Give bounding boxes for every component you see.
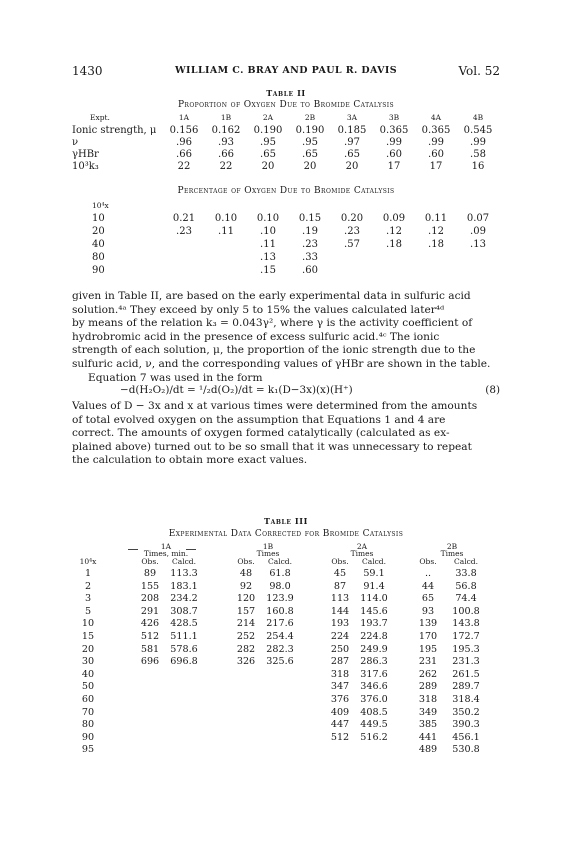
column-header: Expt. <box>90 113 110 122</box>
table-cell: 282.3 <box>266 643 294 655</box>
table-cell: .13 <box>470 239 486 250</box>
table-cell: 17 <box>429 161 443 172</box>
table2-subtitle: Percentage of Oxygen Due to Bromide Catalysis <box>177 186 395 196</box>
table-cell: 308.7 <box>170 605 198 617</box>
column-header: 2A <box>262 113 274 122</box>
table3-subheader-row <box>72 557 500 568</box>
group-2B-name: 2B <box>446 542 458 551</box>
table-cell: 89 <box>143 568 157 579</box>
table-cell: 113 <box>330 593 350 605</box>
table-cell: 287 <box>330 656 350 668</box>
table-cell: 214 <box>236 618 256 630</box>
table-cell: .23 <box>344 226 360 237</box>
group-2A-name: 2A <box>356 542 368 551</box>
table-cell: 231.3 <box>452 656 480 668</box>
x-value: 90 <box>92 265 105 276</box>
column-header: 4A <box>430 113 442 122</box>
text-line: given in Table II, are based on the early experimental data in sulfuric acid <box>72 290 471 302</box>
table-cell: 120 <box>236 593 256 605</box>
table-cell: 17 <box>387 161 401 172</box>
table-cell: 282 <box>236 643 256 655</box>
x-column-header: 10⁴x <box>79 557 97 566</box>
table-cell: .15 <box>260 265 276 276</box>
table-cell: 157 <box>236 605 256 617</box>
text-line: Equation 7 was used in the form <box>88 372 263 384</box>
table-cell: 252 <box>236 631 256 642</box>
table-cell: .11 <box>260 239 276 250</box>
table-cell: 195.3 <box>452 643 480 655</box>
table-cell: 516.2 <box>360 731 388 743</box>
x-value: 30 <box>81 656 95 668</box>
table2-pct-row <box>72 213 500 224</box>
table-cell: 350.2 <box>452 706 480 718</box>
table-cell: .97 <box>344 137 360 148</box>
group-2A-sub: Times <box>350 549 374 558</box>
table-cell: 390.3 <box>452 719 480 731</box>
table3-row <box>72 644 500 655</box>
table-cell: 0.10 <box>214 213 238 224</box>
x-value: 40 <box>92 239 105 250</box>
table-cell: 183.1 <box>170 580 198 592</box>
table-cell: 261.5 <box>452 668 480 680</box>
table-cell: 20 <box>345 161 359 172</box>
table-cell: 172.7 <box>452 631 480 642</box>
running-authors: WILLIAM C. BRAY AND PAUL R. DAVIS <box>174 65 398 76</box>
table-cell: .10 <box>260 226 276 237</box>
table-cell: 16 <box>471 161 485 172</box>
obs-header: Obs. <box>237 557 255 566</box>
table-cell: 45 <box>333 568 347 579</box>
table-cell: .12 <box>386 226 402 237</box>
table-cell: .18 <box>386 239 402 250</box>
x-value: 1 <box>84 568 92 579</box>
table-cell: .23 <box>176 226 192 237</box>
table3-row <box>72 681 500 692</box>
obs-header: Obs. <box>141 557 159 566</box>
table-cell: 318 <box>418 694 438 705</box>
table-cell: .33 <box>302 252 318 263</box>
group-1A-sub: Times, min. <box>143 549 189 558</box>
table-cell: .. <box>424 568 432 579</box>
text-line: correct. The amounts of oxygen formed catalytically (calculated as ex- <box>72 427 450 440</box>
table-cell: 56.8 <box>455 580 477 592</box>
table-cell: 511.1 <box>170 631 198 642</box>
table-cell: 249.9 <box>360 643 388 655</box>
table-cell: 22 <box>219 161 233 172</box>
x-value: 20 <box>81 643 95 655</box>
table2-row <box>72 125 500 136</box>
page-number: 1430 <box>72 64 103 78</box>
table3-row <box>72 719 500 730</box>
table-cell: 143.8 <box>452 618 480 630</box>
table-cell: 123.9 <box>266 593 294 605</box>
table-cell: 512 <box>330 731 350 743</box>
table-cell: 217.6 <box>266 618 294 630</box>
group-2B-sub: Times <box>440 549 464 558</box>
table3-title: Experimental Data Corrected for Bromide Catalysis <box>168 529 404 539</box>
text-line: hydrobromic acid in the presence of excess sulfuric acid.⁴ᶜ The ionic <box>72 330 440 343</box>
table-cell: 426 <box>140 618 160 630</box>
table-cell: 376.0 <box>360 694 388 705</box>
table-cell: .11 <box>218 226 234 237</box>
table-cell: 696 <box>140 656 160 668</box>
x-value: 50 <box>81 681 95 693</box>
table-cell: 224.8 <box>360 631 388 642</box>
table-cell: .60 <box>302 265 318 276</box>
table3-row <box>72 593 500 604</box>
volume-label: Vol. 52 <box>458 64 500 78</box>
table-cell: 48 <box>239 568 253 579</box>
table-cell: 139 <box>418 618 438 630</box>
table-cell: .95 <box>302 137 318 148</box>
table3-caption: Table III <box>264 516 308 526</box>
table-cell: 385 <box>418 719 438 731</box>
table-cell: 449.5 <box>360 719 388 731</box>
rule <box>128 549 138 550</box>
table-cell: 326 <box>236 656 256 668</box>
x-value: 70 <box>81 706 95 718</box>
table-cell: 0.11 <box>424 213 448 224</box>
table-cell: 33.8 <box>455 568 477 579</box>
table-cell: 193 <box>330 618 350 630</box>
table-cell: 512 <box>140 631 160 642</box>
table-cell: .19 <box>302 226 318 237</box>
table2-pct-row <box>72 265 500 276</box>
table2-row <box>72 149 500 160</box>
text-line: sulfuric acid, ν, and the corresponding values of γHBr are shown in the table. <box>72 357 491 370</box>
table-cell: 428.5 <box>170 618 198 630</box>
row-label: Ionic strength, μ <box>72 125 157 136</box>
table-cell: 65 <box>421 593 435 605</box>
table-cell: 0.162 <box>211 125 241 136</box>
table-cell: 0.15 <box>298 213 322 224</box>
body-paragraph-1 <box>72 290 504 372</box>
table-cell: 20 <box>303 161 317 172</box>
table-cell: .09 <box>470 226 486 237</box>
table3-row <box>72 694 500 705</box>
table-cell: .99 <box>386 137 402 148</box>
table-cell: .93 <box>218 137 234 148</box>
table-cell: 254.4 <box>266 631 294 642</box>
x-value: 2 <box>84 580 92 592</box>
table-cell: 0.10 <box>256 213 280 224</box>
running-header <box>72 64 500 78</box>
table-cell: .18 <box>428 239 444 250</box>
table-cell: 59.1 <box>363 568 385 579</box>
table-cell: 0.365 <box>421 125 451 136</box>
table-cell: 318 <box>330 668 350 680</box>
row-label: γHBr <box>72 149 99 160</box>
table-cell: 0.09 <box>382 213 406 224</box>
table-cell: 0.07 <box>466 213 490 224</box>
table-cell: 349 <box>418 706 438 718</box>
table-cell: 250 <box>330 643 350 655</box>
table-cell: 231 <box>418 656 438 668</box>
table-cell: 93 <box>421 605 435 617</box>
table-cell: 155 <box>140 580 160 592</box>
equation-8 <box>72 384 500 397</box>
calc-header: Calcd. <box>172 557 196 566</box>
table-cell: 144 <box>330 605 350 617</box>
x-value: 3 <box>84 593 92 605</box>
table-cell: .60 <box>428 149 444 160</box>
equation-number: (8) <box>485 384 500 396</box>
table-cell: 0.190 <box>253 125 283 136</box>
table2-pct-row <box>72 252 500 263</box>
table-cell: 409 <box>330 706 350 718</box>
table-cell: 0.21 <box>172 213 196 224</box>
table-cell: .66 <box>218 149 234 160</box>
x-value: 10 <box>92 213 105 224</box>
x-value: 90 <box>81 731 95 743</box>
table-cell: 325.6 <box>266 656 294 668</box>
group-1A-name: 1A <box>160 542 172 551</box>
rule <box>186 549 196 550</box>
table-cell: 145.6 <box>360 605 388 617</box>
table2-row <box>72 137 500 148</box>
table-cell: 100.8 <box>452 605 480 617</box>
table-cell: 87 <box>333 580 347 592</box>
table-cell: 489 <box>418 744 438 756</box>
table-cell: 91.4 <box>363 580 385 592</box>
table2-percentages <box>72 201 500 279</box>
table-cell: 447 <box>330 719 350 731</box>
table-cell: 376 <box>330 694 350 705</box>
table-cell: 160.8 <box>266 605 294 617</box>
text-line: the calculation to obtain more exact values. <box>72 454 308 467</box>
table2-row <box>72 161 500 172</box>
table-cell: 291 <box>140 605 160 617</box>
table-cell: 0.185 <box>337 125 367 136</box>
column-header: 1B <box>220 113 232 122</box>
table2-caption: Table II <box>266 88 306 98</box>
table-cell: .13 <box>260 252 276 263</box>
text-line: of total evolved oxygen on the assumption that Equations 1 and 4 are <box>72 413 446 426</box>
table-cell: .96 <box>176 137 192 148</box>
x-value: 10 <box>81 618 95 630</box>
obs-header: Obs. <box>331 557 349 566</box>
table-cell: 286.3 <box>360 656 388 668</box>
x-value: 80 <box>81 719 95 731</box>
x-header-row <box>72 201 500 212</box>
table3-row <box>72 568 500 579</box>
table3-row <box>72 744 500 755</box>
table-cell: 441 <box>418 731 438 743</box>
table-cell: 61.8 <box>269 568 291 579</box>
x-value: 60 <box>81 694 95 705</box>
table-cell: 224 <box>330 631 350 642</box>
column-header: 3B <box>388 113 400 122</box>
x-value: 95 <box>81 744 95 756</box>
column-header: 4B <box>472 113 484 122</box>
table-cell: 530.8 <box>452 744 480 756</box>
table-cell: 581 <box>140 643 160 655</box>
table-cell: 22 <box>177 161 191 172</box>
table-cell: 346.6 <box>360 681 388 693</box>
equation-text: −d(H₂O₂)/dt = ¹/₂d(O₂)/dt = k₁(D−3x)(x)(H⁺) <box>120 384 353 396</box>
calc-header: Calcd. <box>362 557 386 566</box>
x-value: 15 <box>81 631 95 642</box>
x-value: 80 <box>92 252 105 263</box>
table-cell: 74.4 <box>455 593 477 605</box>
table2-properties <box>72 113 500 183</box>
table-cell: 0.156 <box>169 125 199 136</box>
table-cell: 696.8 <box>170 656 198 668</box>
table-cell: 347 <box>330 681 350 693</box>
table3-row <box>72 581 500 592</box>
column-header: 1A <box>178 113 190 122</box>
table-cell: 318.4 <box>452 694 480 705</box>
table-cell: 44 <box>421 580 435 592</box>
table2-pct-row <box>72 226 500 237</box>
table-cell: .95 <box>260 137 276 148</box>
calc-header: Calcd. <box>268 557 292 566</box>
column-header: 3A <box>346 113 358 122</box>
table-cell: 170 <box>418 631 438 642</box>
table-cell: 193.7 <box>360 618 388 630</box>
group-1B-sub: Times <box>256 549 280 558</box>
table-cell: .12 <box>428 226 444 237</box>
table3-row <box>72 732 500 743</box>
table-cell: 113.3 <box>170 568 198 579</box>
table-cell: .58 <box>470 149 486 160</box>
text-line: by means of the relation k₃ = 0.043γ², where γ is the activity coefficient of <box>72 317 473 330</box>
table-cell: 92 <box>239 580 253 592</box>
table-cell: .99 <box>470 137 486 148</box>
table3-row <box>72 707 500 718</box>
table3-row <box>72 618 500 629</box>
table-cell: 289.7 <box>452 681 480 693</box>
text-line: Values of D − 3x and x at various times were determined from the amounts <box>72 400 478 412</box>
table-cell: 0.190 <box>295 125 325 136</box>
table-cell: 0.20 <box>340 213 364 224</box>
calc-header: Calcd. <box>454 557 478 566</box>
table-cell: 195 <box>418 643 438 655</box>
table2-column-header-row <box>72 113 500 124</box>
column-header: 2B <box>304 113 316 122</box>
x-value: 40 <box>81 668 95 680</box>
x-value: 5 <box>84 605 92 617</box>
table2-pct-row <box>72 239 500 250</box>
table-cell: 20 <box>261 161 275 172</box>
table3-row <box>72 656 500 667</box>
table-cell: 456.1 <box>452 731 480 743</box>
table-cell: .57 <box>344 239 360 250</box>
table-cell: 208 <box>140 593 160 605</box>
table-cell: .65 <box>302 149 318 160</box>
table-cell: 0.365 <box>379 125 409 136</box>
text-line: plained above) turned out to be so small that it was unnecessary to repeat <box>72 440 472 453</box>
table-cell: 578.6 <box>170 643 198 655</box>
table-cell: 317.6 <box>360 668 388 680</box>
body-paragraph-3 <box>72 400 504 468</box>
table3-row <box>72 631 500 642</box>
table-cell: 98.0 <box>269 580 291 592</box>
table-cell: 234.2 <box>170 593 198 605</box>
table3-row <box>72 606 500 617</box>
table-cell: .65 <box>344 149 360 160</box>
text-line: strength of each solution, μ, the proportion of the ionic strength due to the <box>72 344 476 357</box>
table3-row <box>72 669 500 680</box>
row-label: 10³k₃ <box>72 161 99 172</box>
table-cell: 262 <box>418 668 438 680</box>
row-label: ν <box>72 137 79 148</box>
table-cell: .66 <box>176 149 192 160</box>
x-value: 20 <box>92 226 105 237</box>
table-cell: 289 <box>418 681 438 693</box>
table-cell: .65 <box>260 149 276 160</box>
table-cell: .99 <box>428 137 444 148</box>
x-column-header: 10⁴x <box>92 201 109 210</box>
table-cell: .23 <box>302 239 318 250</box>
table2-title: Proportion of Oxygen Due to Bromide Catalysis <box>177 100 395 110</box>
table-cell: 0.545 <box>463 125 493 136</box>
text-line: solution.⁴ᵃ They exceed by only 5 to 15% the values calculated later⁴ᵈ <box>72 303 445 316</box>
obs-header: Obs. <box>419 557 437 566</box>
table-cell: 408.5 <box>360 706 388 718</box>
table-cell: .60 <box>386 149 402 160</box>
table-cell: 114.0 <box>360 593 388 605</box>
group-1B-name: 1B <box>262 542 274 551</box>
